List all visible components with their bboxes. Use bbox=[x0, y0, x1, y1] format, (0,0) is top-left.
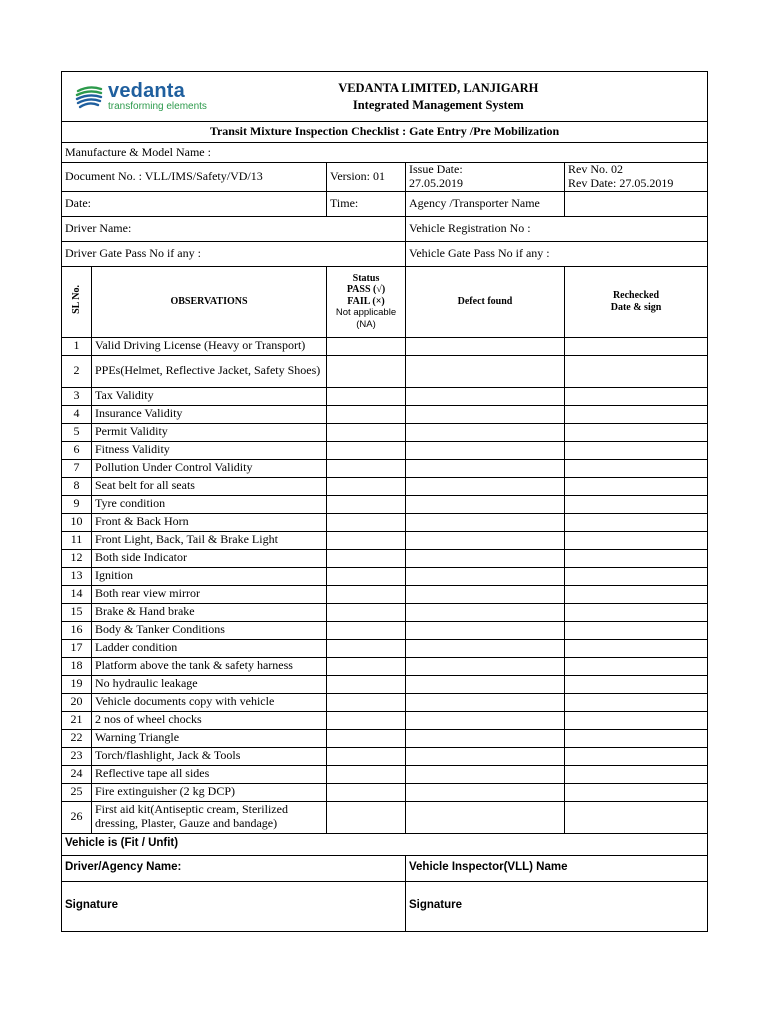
table-row bbox=[62, 585, 708, 603]
row-status-cell bbox=[327, 531, 406, 549]
row-rechecked-cell bbox=[565, 729, 708, 747]
vehicle-registration-field: Vehicle Registration No : bbox=[406, 216, 708, 241]
row-observation: Fire extinguisher (2 kg DCP) bbox=[92, 783, 327, 801]
rev-date: Rev Date: 27.05.2019 bbox=[568, 175, 674, 190]
row-number: 6 bbox=[62, 441, 92, 459]
row-defect-cell bbox=[406, 801, 565, 833]
table-row bbox=[62, 441, 708, 459]
row-rechecked-cell bbox=[565, 783, 708, 801]
row-observation: Ladder condition bbox=[92, 639, 327, 657]
row-rechecked-cell bbox=[565, 337, 708, 355]
table-row bbox=[62, 675, 708, 693]
driver-agency-name-field: Driver/Agency Name: bbox=[62, 855, 406, 881]
checklist-form bbox=[61, 71, 707, 932]
logo-name: vedanta bbox=[108, 80, 185, 102]
row-number: 26 bbox=[62, 801, 92, 833]
row-status-cell bbox=[327, 549, 406, 567]
row-observation: Tyre condition bbox=[92, 495, 327, 513]
rechecked-label: Rechecked bbox=[612, 290, 660, 302]
row-number: 20 bbox=[62, 693, 92, 711]
row-status-cell bbox=[327, 513, 406, 531]
row-observation: Insurance Validity bbox=[92, 405, 327, 423]
row-rechecked-cell bbox=[565, 387, 708, 405]
table-row bbox=[62, 495, 708, 513]
row-status-cell bbox=[327, 675, 406, 693]
time-field: Time: bbox=[327, 191, 406, 216]
row-number: 5 bbox=[62, 423, 92, 441]
row-status-cell bbox=[327, 441, 406, 459]
table-row bbox=[62, 549, 708, 567]
row-defect-cell bbox=[406, 337, 565, 355]
row-observation: Body & Tanker Conditions bbox=[92, 621, 327, 639]
rechecked-date-sign: Date & sign bbox=[610, 301, 662, 313]
row-status-cell bbox=[327, 387, 406, 405]
vehicle-inspector-name-field: Vehicle Inspector(VLL) Name bbox=[406, 855, 708, 881]
row-number: 25 bbox=[62, 783, 92, 801]
row-defect-cell bbox=[406, 585, 565, 603]
issue-date-label: Issue Date: bbox=[409, 162, 463, 176]
row-rechecked-cell bbox=[565, 585, 708, 603]
row-number: 18 bbox=[62, 657, 92, 675]
row-observation: Tax Validity bbox=[92, 387, 327, 405]
table-row bbox=[62, 801, 708, 833]
status-title: Status bbox=[352, 272, 380, 284]
row-status-cell bbox=[327, 477, 406, 495]
row-defect-cell bbox=[406, 621, 565, 639]
document-number: Document No. : VLL/IMS/Safety/VD/13 bbox=[62, 163, 327, 192]
row-defect-cell bbox=[406, 495, 565, 513]
driver-name-field: Driver Name: bbox=[62, 216, 406, 241]
row-observation: Reflective tape all sides bbox=[92, 765, 327, 783]
vedanta-leaf-icon bbox=[74, 82, 104, 112]
row-status-cell bbox=[327, 729, 406, 747]
signature-left: Signature bbox=[62, 881, 406, 931]
row-number: 11 bbox=[62, 531, 92, 549]
row-defect-cell bbox=[406, 603, 565, 621]
row-observation: Warning Triangle bbox=[92, 729, 327, 747]
row-rechecked-cell bbox=[565, 765, 708, 783]
table-row bbox=[62, 423, 708, 441]
row-observation: Front Light, Back, Tail & Brake Light bbox=[92, 531, 327, 549]
row-defect-cell bbox=[406, 747, 565, 765]
row-status-cell bbox=[327, 337, 406, 355]
table-row bbox=[62, 337, 708, 355]
table-row bbox=[62, 621, 708, 639]
row-status-cell bbox=[327, 495, 406, 513]
row-status-cell bbox=[327, 405, 406, 423]
row-number: 19 bbox=[62, 675, 92, 693]
status-header bbox=[327, 266, 406, 337]
table-row bbox=[62, 513, 708, 531]
row-defect-cell bbox=[406, 693, 565, 711]
row-number: 9 bbox=[62, 495, 92, 513]
row-status-cell bbox=[327, 621, 406, 639]
row-defect-cell bbox=[406, 513, 565, 531]
table-row bbox=[62, 783, 708, 801]
row-number: 24 bbox=[62, 765, 92, 783]
agency-value bbox=[565, 191, 708, 216]
row-rechecked-cell bbox=[565, 747, 708, 765]
company-heading bbox=[327, 72, 708, 122]
system-name: Integrated Management System bbox=[352, 97, 524, 112]
table-row bbox=[62, 405, 708, 423]
row-status-cell bbox=[327, 423, 406, 441]
row-number: 2 bbox=[62, 355, 92, 387]
row-status-cell bbox=[327, 459, 406, 477]
row-number: 22 bbox=[62, 729, 92, 747]
row-status-cell bbox=[327, 657, 406, 675]
row-defect-cell bbox=[406, 765, 565, 783]
row-rechecked-cell bbox=[565, 603, 708, 621]
row-observation: Vehicle documents copy with vehicle bbox=[92, 693, 327, 711]
row-number: 3 bbox=[62, 387, 92, 405]
row-observation: No hydraulic leakage bbox=[92, 675, 327, 693]
row-status-cell bbox=[327, 783, 406, 801]
table-row bbox=[62, 567, 708, 585]
row-status-cell bbox=[327, 747, 406, 765]
row-rechecked-cell bbox=[565, 513, 708, 531]
row-defect-cell bbox=[406, 355, 565, 387]
company-name: VEDANTA LIMITED, LANJIGARH bbox=[338, 80, 539, 95]
row-rechecked-cell bbox=[565, 549, 708, 567]
row-number: 13 bbox=[62, 567, 92, 585]
logo-tagline: transforming elements bbox=[108, 101, 207, 112]
driver-gate-pass-field: Driver Gate Pass No if any : bbox=[62, 241, 406, 266]
row-rechecked-cell bbox=[565, 355, 708, 387]
row-status-cell bbox=[327, 639, 406, 657]
row-status-cell bbox=[327, 711, 406, 729]
row-observation: Brake & Hand brake bbox=[92, 603, 327, 621]
row-observation: Pollution Under Control Validity bbox=[92, 459, 327, 477]
row-status-cell bbox=[327, 603, 406, 621]
row-defect-cell bbox=[406, 729, 565, 747]
row-status-cell bbox=[327, 355, 406, 387]
row-rechecked-cell bbox=[565, 621, 708, 639]
observations-header: OBSERVATIONS bbox=[92, 266, 327, 337]
table-row bbox=[62, 459, 708, 477]
table-row bbox=[62, 477, 708, 495]
row-number: 17 bbox=[62, 639, 92, 657]
checklist-table bbox=[61, 71, 708, 932]
row-observation: PPEs(Helmet, Reflective Jacket, Safety Shoes) bbox=[92, 355, 327, 387]
row-rechecked-cell bbox=[565, 693, 708, 711]
row-defect-cell bbox=[406, 657, 565, 675]
row-observation: 2 nos of wheel chocks bbox=[92, 711, 327, 729]
row-defect-cell bbox=[406, 531, 565, 549]
row-defect-cell bbox=[406, 711, 565, 729]
row-number: 10 bbox=[62, 513, 92, 531]
table-row bbox=[62, 747, 708, 765]
status-fail: FAIL (×) bbox=[347, 295, 385, 307]
row-observation: Front & Back Horn bbox=[92, 513, 327, 531]
row-rechecked-cell bbox=[565, 639, 708, 657]
row-rechecked-cell bbox=[565, 711, 708, 729]
row-observation: Torch/flashlight, Jack & Tools bbox=[92, 747, 327, 765]
table-row bbox=[62, 765, 708, 783]
row-rechecked-cell bbox=[565, 459, 708, 477]
table-row bbox=[62, 531, 708, 549]
status-na: Not applicable bbox=[335, 307, 397, 319]
row-defect-cell bbox=[406, 477, 565, 495]
row-number: 15 bbox=[62, 603, 92, 621]
vedanta-logo bbox=[74, 81, 327, 112]
row-defect-cell bbox=[406, 405, 565, 423]
row-rechecked-cell bbox=[565, 675, 708, 693]
row-rechecked-cell bbox=[565, 495, 708, 513]
agency-label: Agency /Transporter Name bbox=[406, 191, 565, 216]
row-observation: Permit Validity bbox=[92, 423, 327, 441]
logo-cell bbox=[62, 72, 327, 122]
row-number: 8 bbox=[62, 477, 92, 495]
row-observation: Platform above the tank & safety harness bbox=[92, 657, 327, 675]
row-observation: Both rear view mirror bbox=[92, 585, 327, 603]
table-row bbox=[62, 603, 708, 621]
issue-date-cell bbox=[406, 163, 565, 192]
table-row bbox=[62, 657, 708, 675]
observation-rows bbox=[62, 337, 708, 833]
row-observation: Both side Indicator bbox=[92, 549, 327, 567]
revision-cell bbox=[565, 163, 708, 192]
issue-date-value: 27.05.2019 bbox=[409, 175, 463, 190]
row-status-cell bbox=[327, 765, 406, 783]
row-observation: Fitness Validity bbox=[92, 441, 327, 459]
version: Version: 01 bbox=[327, 163, 406, 192]
date-field: Date: bbox=[62, 191, 327, 216]
row-defect-cell bbox=[406, 639, 565, 657]
row-defect-cell bbox=[406, 459, 565, 477]
form-title: Transit Mixture Inspection Checklist : Gate Entry /Pre Mobilization bbox=[62, 122, 708, 143]
row-rechecked-cell bbox=[565, 423, 708, 441]
row-defect-cell bbox=[406, 783, 565, 801]
status-na-abbr: (NA) bbox=[356, 318, 376, 330]
row-status-cell bbox=[327, 567, 406, 585]
table-row bbox=[62, 729, 708, 747]
rev-no: Rev No. 02 bbox=[568, 162, 623, 176]
row-number: 4 bbox=[62, 405, 92, 423]
row-status-cell bbox=[327, 801, 406, 833]
table-row bbox=[62, 639, 708, 657]
rechecked-header bbox=[565, 266, 708, 337]
row-number: 1 bbox=[62, 337, 92, 355]
row-defect-cell bbox=[406, 441, 565, 459]
manufacture-field: Manufacture & Model Name : bbox=[62, 143, 708, 163]
row-observation: Ignition bbox=[92, 567, 327, 585]
table-row bbox=[62, 387, 708, 405]
vehicle-gate-pass-field: Vehicle Gate Pass No if any : bbox=[406, 241, 708, 266]
row-number: 21 bbox=[62, 711, 92, 729]
table-row bbox=[62, 355, 708, 387]
row-rechecked-cell bbox=[565, 801, 708, 833]
defect-header: Defect found bbox=[406, 266, 565, 337]
row-defect-cell bbox=[406, 387, 565, 405]
row-number: 7 bbox=[62, 459, 92, 477]
row-number: 16 bbox=[62, 621, 92, 639]
row-number: 23 bbox=[62, 747, 92, 765]
row-observation: Valid Driving License (Heavy or Transport) bbox=[92, 337, 327, 355]
row-observation: Seat belt for all seats bbox=[92, 477, 327, 495]
row-status-cell bbox=[327, 585, 406, 603]
sl-no-label: SL No. bbox=[70, 285, 82, 315]
signature-right: Signature bbox=[406, 881, 708, 931]
table-row bbox=[62, 711, 708, 729]
row-observation: First aid kit(Antiseptic cream, Sterilized dressing, Plaster, Gauze and bandage) bbox=[92, 801, 327, 833]
row-rechecked-cell bbox=[565, 405, 708, 423]
row-defect-cell bbox=[406, 675, 565, 693]
row-rechecked-cell bbox=[565, 657, 708, 675]
row-rechecked-cell bbox=[565, 441, 708, 459]
row-defect-cell bbox=[406, 423, 565, 441]
vehicle-fit-status: Vehicle is (Fit / Unfit) bbox=[62, 833, 708, 855]
status-pass: PASS (√) bbox=[346, 284, 386, 296]
row-status-cell bbox=[327, 693, 406, 711]
row-rechecked-cell bbox=[565, 567, 708, 585]
sl-no-header bbox=[62, 266, 92, 337]
table-row bbox=[62, 693, 708, 711]
row-number: 14 bbox=[62, 585, 92, 603]
row-rechecked-cell bbox=[565, 477, 708, 495]
row-number: 12 bbox=[62, 549, 92, 567]
row-defect-cell bbox=[406, 549, 565, 567]
row-rechecked-cell bbox=[565, 531, 708, 549]
row-defect-cell bbox=[406, 567, 565, 585]
